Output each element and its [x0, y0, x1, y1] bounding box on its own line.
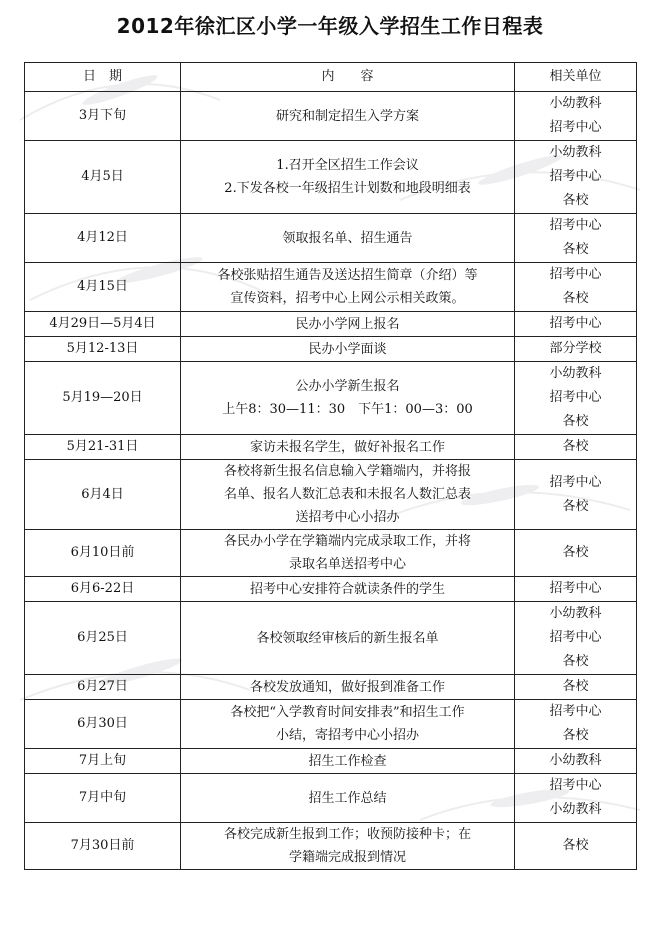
date-cell: 4月15日 [25, 263, 181, 312]
content-line: 上午8：30—11：30 下午1：00—3：00 [222, 402, 473, 417]
content-cell [181, 92, 515, 141]
table-row [25, 700, 637, 749]
page-title: 2012年徐汇区小学一年级入学招生工作日程表 [116, 14, 544, 38]
table-row [25, 263, 637, 312]
content-cell [181, 263, 515, 312]
unit-cell [515, 749, 637, 774]
content-cell [181, 337, 515, 362]
date-cell: 6月4日 [25, 460, 181, 530]
date-cell: 7月30日前 [25, 823, 181, 870]
unit-cell [515, 602, 637, 675]
content-line: 各校完成新生报到工作；收预防接种卡；在 [223, 827, 471, 842]
date-cell: 6月6-22日 [25, 577, 181, 602]
table-row [25, 214, 637, 263]
content-cell [181, 312, 515, 337]
table-row [25, 362, 637, 435]
unit-line: 招考中心 [549, 474, 602, 490]
date-cell: 4月12日 [25, 214, 181, 263]
content-cell [181, 749, 515, 774]
table-header-row [25, 63, 637, 92]
content-line: 学籍端完成报到情况 [288, 850, 406, 865]
unit-cell [515, 141, 637, 214]
unit-line: 小幼教科 [549, 802, 602, 817]
unit-cell [515, 774, 637, 823]
content-line: 招生工作检查 [308, 753, 387, 769]
unit-cell [515, 337, 637, 362]
unit-line: 招考中心 [549, 267, 602, 282]
content-line: 民办小学面谈 [308, 341, 387, 357]
content-cell [181, 214, 515, 263]
content-line: 招考中心安排符合就读条件的学生 [249, 581, 445, 597]
table-row [25, 141, 637, 214]
unit-cell [515, 92, 637, 141]
unit-line: 招考中心 [549, 120, 602, 135]
content-line: 研究和制定招生入学方案 [275, 108, 419, 124]
unit-line: 各校 [562, 291, 589, 306]
unit-line: 各校 [562, 838, 589, 853]
content-line: 1.召开全区招生工作会议 [276, 158, 419, 173]
date-cell: 5月19—20日 [25, 362, 181, 435]
unit-cell [515, 530, 637, 577]
unit-line: 各校 [562, 439, 589, 454]
content-line: 各校发放通知，做好报到准备工作 [249, 679, 445, 695]
content-line: 送招考中心小招办 [295, 510, 400, 525]
unit-line: 各校 [562, 498, 589, 514]
content-line: 小结，寄招考中心小招办 [275, 728, 419, 743]
date-cell: 6月25日 [25, 602, 181, 675]
date-cell: 4月29日—5月4日 [25, 312, 181, 337]
unit-line: 部分学校 [549, 341, 602, 356]
unit-cell [515, 312, 637, 337]
table-row [25, 823, 637, 870]
unit-line: 各校 [562, 545, 589, 560]
content-cell [181, 362, 515, 435]
content-line: 民办小学网上报名 [295, 316, 400, 332]
content-cell [181, 774, 515, 823]
unit-line: 各校 [562, 242, 589, 257]
content-line: 家访未报名学生，做好补报名工作 [249, 439, 445, 455]
header-content: 内 容 [181, 63, 515, 92]
table-row [25, 530, 637, 577]
unit-line: 各校 [562, 414, 589, 429]
table-row [25, 675, 637, 700]
content-line: 各校把“入学教育时间安排表”和招生工作 [230, 705, 465, 720]
content-cell [181, 577, 515, 602]
unit-cell [515, 263, 637, 312]
unit-line: 各校 [562, 193, 589, 208]
content-cell [181, 435, 515, 460]
header-unit: 相关单位 [515, 63, 637, 92]
content-cell [181, 141, 515, 214]
table-row [25, 92, 637, 141]
content-line: 2.下发各校一年级招生计划数和地段明细表 [224, 181, 471, 196]
content-line: 宣传资料，招考中心上网公示相关政策。 [230, 291, 465, 306]
content-cell [181, 530, 515, 577]
unit-cell [515, 700, 637, 749]
unit-cell [515, 577, 637, 602]
unit-line: 各校 [562, 679, 589, 694]
content-cell [181, 602, 515, 675]
table-row [25, 749, 637, 774]
unit-line: 招考中心 [549, 218, 602, 233]
content-line: 录取名单送招考中心 [288, 557, 406, 572]
table-row [25, 460, 637, 530]
unit-line: 招考中心 [549, 630, 602, 645]
schedule-rows [25, 92, 637, 870]
content-cell [181, 700, 515, 749]
content-cell [181, 823, 515, 870]
date-cell: 6月10日前 [25, 530, 181, 577]
unit-line: 各校 [562, 728, 589, 743]
content-line: 各校领取经审核后的新生报名单 [256, 630, 439, 646]
content-line: 各民办小学在学籍端内完成录取工作，并将 [223, 534, 471, 549]
content-cell [181, 460, 515, 530]
unit-line: 招考中心 [549, 704, 602, 719]
unit-line: 小幼教科 [549, 96, 602, 111]
unit-cell [515, 435, 637, 460]
content-line: 各校张贴招生通告及送达招生简章（介绍）等 [217, 268, 478, 283]
date-cell: 4月5日 [25, 141, 181, 214]
date-cell: 7月上旬 [25, 749, 181, 774]
content-line: 名单、报名人数汇总表和未报名人数汇总表 [223, 487, 471, 502]
unit-line: 各校 [562, 654, 589, 669]
table-row [25, 602, 637, 675]
unit-line: 招考中心 [549, 390, 602, 405]
table-row [25, 577, 637, 602]
unit-line: 招考中心 [549, 316, 602, 331]
unit-line: 小幼教科 [549, 606, 602, 621]
date-cell: 6月27日 [25, 675, 181, 700]
content-line: 各校将新生报名信息输入学籍端内，并将报 [223, 464, 471, 479]
content-line: 公办小学新生报名 [295, 379, 400, 394]
unit-line: 招考中心 [549, 169, 602, 184]
schedule-table [24, 62, 637, 870]
unit-cell [515, 823, 637, 870]
table-row [25, 435, 637, 460]
content-line: 领取报名单、招生通告 [282, 230, 413, 246]
date-cell: 7月中旬 [25, 774, 181, 823]
unit-cell [515, 214, 637, 263]
unit-cell [515, 460, 637, 530]
unit-cell [515, 675, 637, 700]
date-cell: 5月21-31日 [25, 435, 181, 460]
date-cell: 3月下旬 [25, 92, 181, 141]
content-cell [181, 675, 515, 700]
unit-line: 招考中心 [549, 778, 602, 793]
table-row [25, 337, 637, 362]
unit-line: 招考中心 [549, 581, 602, 596]
unit-line: 小幼教科 [549, 145, 602, 160]
date-cell: 5月12-13日 [25, 337, 181, 362]
table-row [25, 774, 637, 823]
unit-line: 小幼教科 [549, 753, 602, 768]
header-date: 日 期 [25, 63, 181, 92]
unit-cell [515, 362, 637, 435]
date-cell: 6月30日 [25, 700, 181, 749]
content-line: 招生工作总结 [308, 790, 387, 806]
table-row [25, 312, 637, 337]
unit-line: 小幼教科 [549, 366, 602, 381]
